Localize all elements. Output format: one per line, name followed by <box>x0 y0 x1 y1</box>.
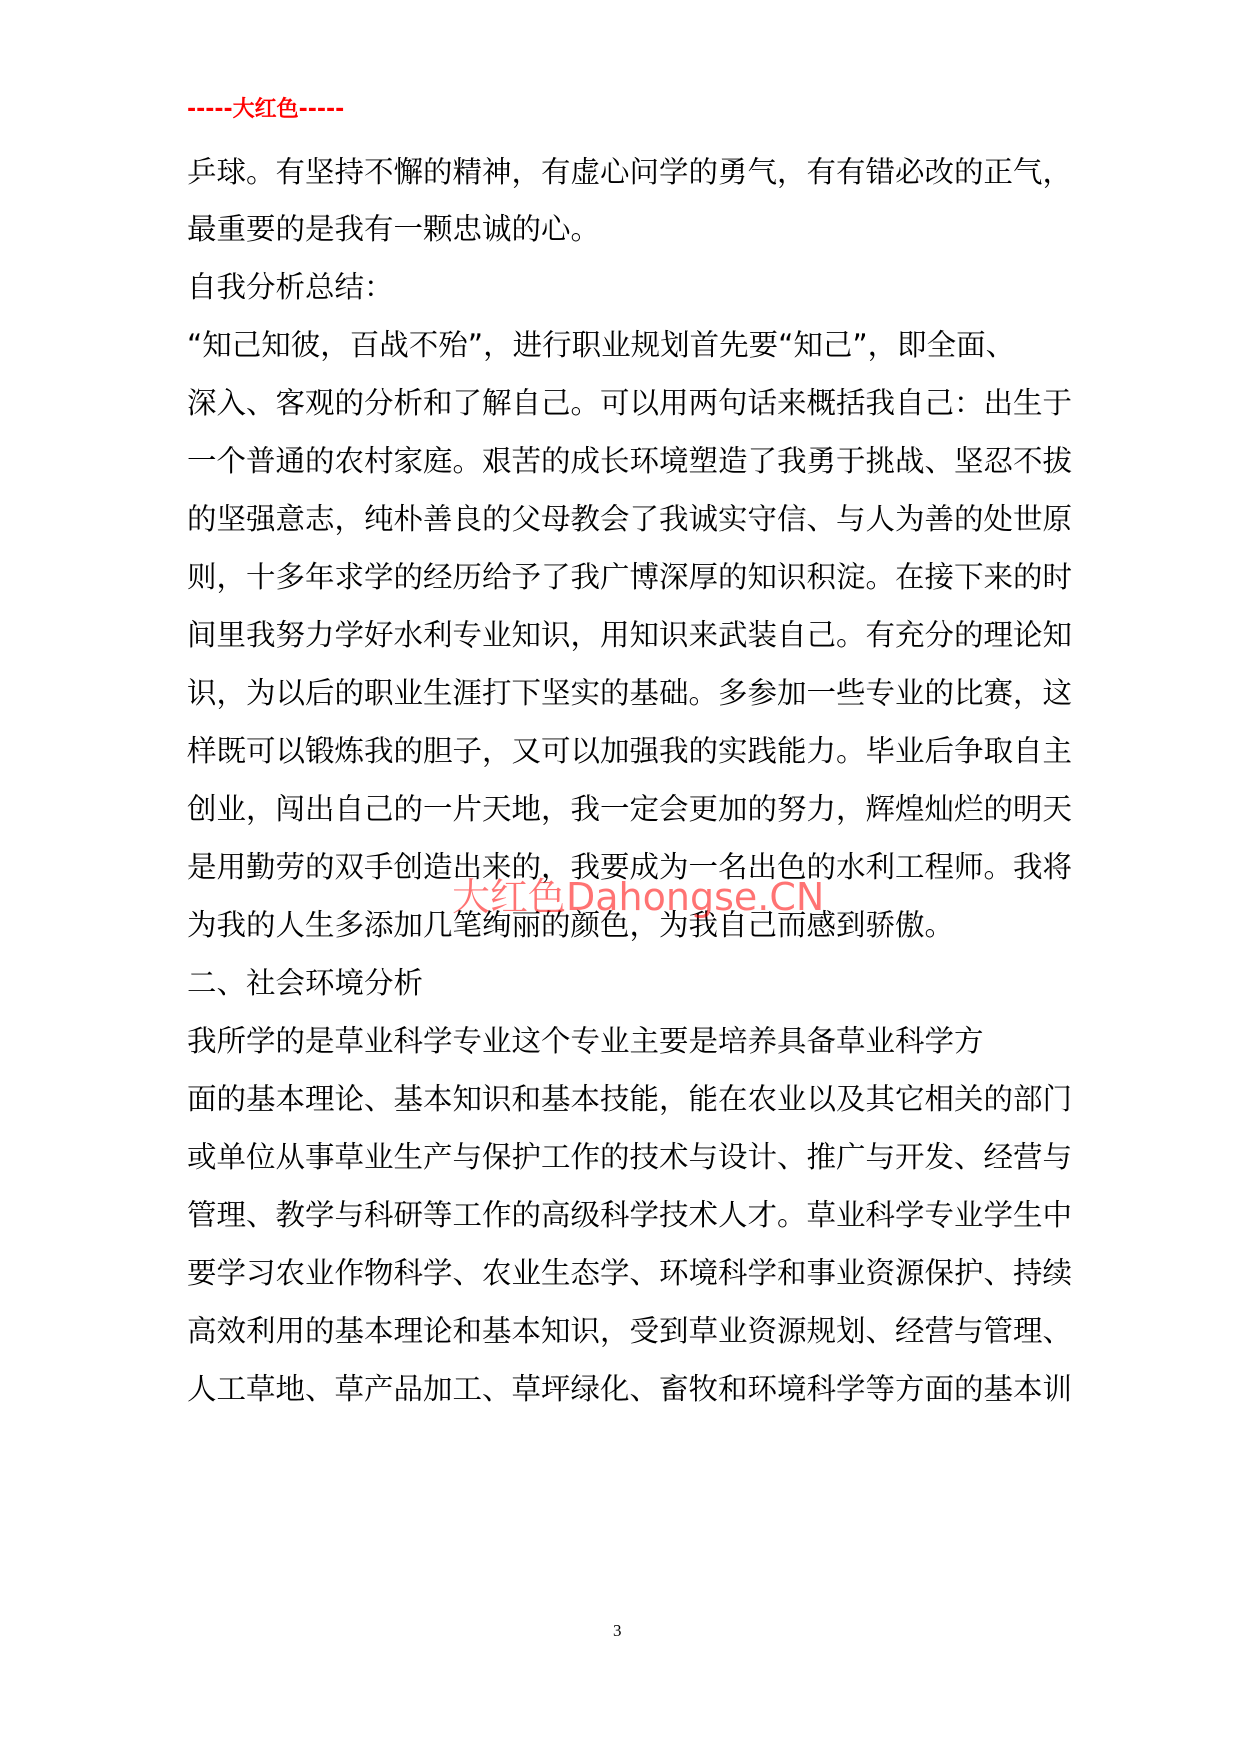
text-line: 要学习农业作物科学、农业生态学、环境科学和事业资源保护、持续 <box>187 1256 1073 1290</box>
text-line: 为我的人生多添加几笔绚丽的颜色，为我自己而感到骄傲。 <box>187 908 955 942</box>
text-line: 深入、客观的分析和了解自己。可以用两句话来概括我自己：出生于 <box>187 386 1073 420</box>
text-line: 高效利用的基本理论和基本知识，受到草业资源规划、经营与管理、 <box>187 1314 1073 1348</box>
page-number: 3 <box>613 1621 622 1640</box>
text-line: 识，为以后的职业生涯打下坚实的基础。多参加一些专业的比赛，这 <box>187 676 1073 710</box>
text-line: 样既可以锻炼我的胆子，又可以加强我的实践能力。毕业后争取自主 <box>187 734 1073 768</box>
text-line: 的坚强意志，纯朴善良的父母教会了我诚实守信、与人为善的处世原 <box>187 502 1073 536</box>
text-line: 创业，闯出自己的一片天地，我一定会更加的努力，辉煌灿烂的明天 <box>187 792 1073 826</box>
text-line: 面的基本理论、基本知识和基本技能，能在农业以及其它相关的部门 <box>187 1082 1073 1116</box>
text-line: 或单位从事草业生产与保护工作的技术与设计、推广与开发、经营与 <box>187 1140 1073 1174</box>
text-line: 人工草地、草产品加工、草坪绿化、畜牧和环境科学等方面的基本训 <box>187 1372 1073 1406</box>
watermark: 大红色Dahongse.CN <box>452 875 825 919</box>
text-line: 我所学的是草业科学专业这个专业主要是培养具备草业科学方 <box>187 1024 984 1058</box>
text-line: 最重要的是我有一颗忠诚的心。 <box>187 212 601 246</box>
document-header: -----大红色----- <box>187 97 345 122</box>
section-heading: 自我分析总结： <box>187 270 394 304</box>
text-line: 间里我努力学好水利专业知识，用知识来武装自己。有充分的理论知 <box>187 618 1073 652</box>
text-line: 则，十多年求学的经历给予了我广博深厚的知识积淀。在接下来的时 <box>187 560 1073 594</box>
section-heading: 二、社会环境分析 <box>187 966 424 1000</box>
text-line: 是用勤劳的双手创造出来的，我要成为一名出色的水利工程师。我将 <box>187 850 1073 884</box>
text-line: 管理、教学与科研等工作的高级科学技术人才。草业科学专业学生中 <box>187 1198 1073 1232</box>
text-line: 乒球。有坚持不懈的精神，有虚心问学的勇气，有有错必改的正气， <box>187 155 1073 189</box>
text-line: 一个普通的农村家庭。艰苦的成长环境塑造了我勇于挑战、坚忍不拔 <box>187 444 1073 478</box>
text-line: “知己知彼，百战不殆”，进行职业规划首先要“知己”，即全面、 <box>187 328 1016 362</box>
